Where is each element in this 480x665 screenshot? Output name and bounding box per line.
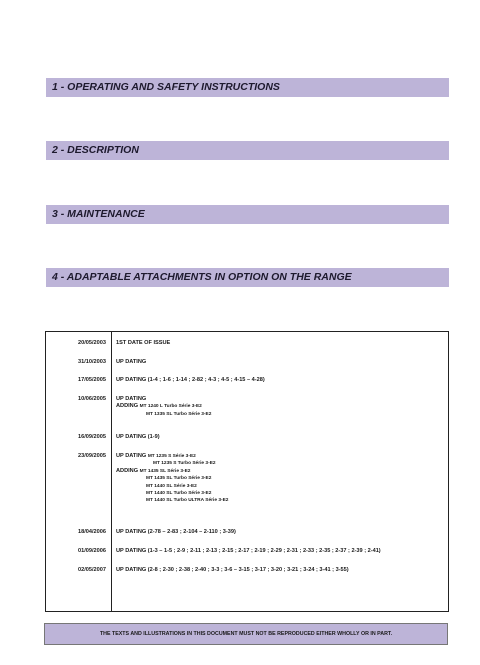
section-heading-description: 2 - DESCRIPTION [46, 141, 449, 160]
revision-date: 02/05/2007 [78, 567, 106, 573]
revision-description: UP DATING (1-9) [116, 434, 160, 440]
model-name: MT 1440 SL Série 3-E2 [146, 483, 197, 489]
revision-date: 10/06/2005 [78, 396, 106, 402]
revision-description: UP DATING (2-78 – 2-83 ; 2-104 – 2-110 ; 3-39) [116, 529, 236, 535]
column-divider [111, 332, 112, 611]
adding-line [116, 403, 446, 410]
copyright-notice: THE TEXTS AND ILLUSTRATIONS IN THIS DOCUMENT MUST NOT BE REPRODUCED EITHER WHOLLY OR IN PART. [44, 623, 448, 645]
section-heading-maintenance: 3 - MAINTENANCE [46, 205, 449, 224]
section-heading-operating-safety: 1 - OPERATING AND SAFETY INSTRUCTIONS [46, 78, 449, 97]
model-name: MT 1235 S Turbo Série 3-E2 [153, 461, 216, 467]
adding-label: ADDING [116, 467, 139, 474]
revision-date: 18/04/2006 [78, 529, 106, 535]
revision-description: UP DATING [116, 359, 147, 365]
revision-date: 23/09/2005 [78, 453, 106, 459]
section-heading-attachments: 4 - ADAPTABLE ATTACHMENTS IN OPTION ON THE RANGE [46, 268, 449, 287]
model-name: MT 1435 SL Série 3-E2 [139, 468, 191, 474]
model-name: MT 1440 SL Turbo ULTRA Série 3-E2 [146, 498, 229, 504]
model-name: MT 1235 S Série 3-E2 [147, 454, 196, 459]
revision-date: 31/10/2003 [78, 359, 106, 365]
revision-description: UP DATING [116, 453, 147, 459]
adding-line [116, 468, 446, 475]
revision-date: 20/05/2003 [78, 340, 106, 346]
revision-description: UP DATING (1-4 ; 1-6 ; 1-14 ; 2-82 ; 4-3 ; 4-5 ; 4-15 – 4-28) [116, 377, 265, 383]
model-name: MT 1435 SL Turbo Série 3-E2 [146, 476, 212, 482]
revision-date: 16/09/2005 [78, 434, 106, 440]
revision-history-table [45, 331, 449, 612]
revision-description: UP DATING (1-3 – 1-5 ; 2-9 ; 2-11 ; 2-13 ; 2-15 ; 2-17 ; 2-19 ; 2-29 ; 2-31 ; 2-33 ; 2-35 ; 2-37 ; 2-39 ; 2-41) [116, 548, 381, 554]
model-name: MT 1240 L Turbo Série 3-E2 [139, 404, 202, 410]
updating-line [116, 453, 446, 460]
revision-description: UP DATING (2-8 ; 2-30 ; 2-38 ; 2-40 ; 3-3 ; 3-6 – 3-15 ; 3-17 ; 3-20 ; 3-21 ; 3-24 ; 3-41 ; 3-55) [116, 567, 349, 573]
model-name: MT 1335 SL Turbo Série 3-E2 [146, 411, 212, 417]
revision-description: UP DATING [116, 396, 147, 402]
revision-date: 01/09/2006 [78, 548, 106, 554]
adding-label: ADDING [116, 403, 139, 410]
revision-description: 1ST DATE OF ISSUE [116, 340, 171, 346]
model-name: MT 1440 SL Turbo Série 3-E2 [146, 491, 212, 497]
revision-date: 17/05/2005 [78, 377, 106, 383]
